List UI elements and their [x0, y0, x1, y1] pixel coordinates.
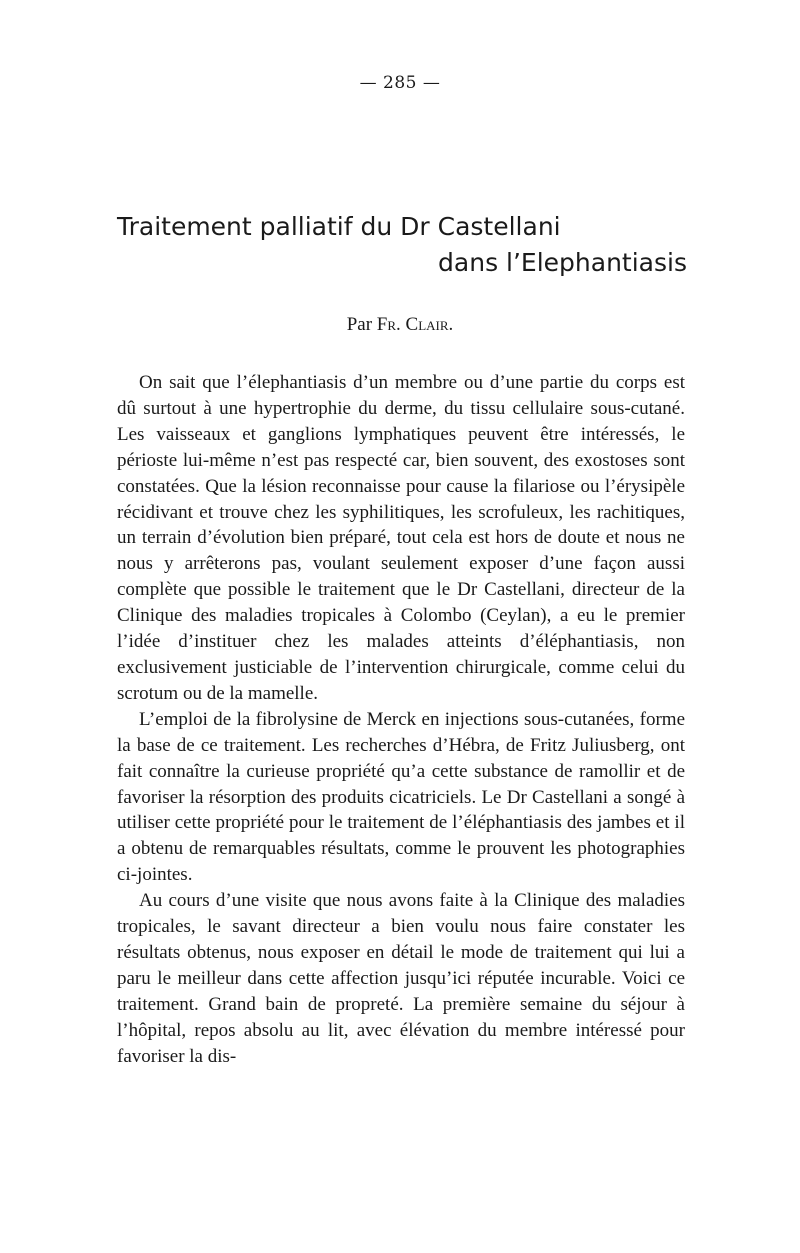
article-title-line-2: dans l’Elephantiasis [438, 248, 687, 277]
byline-prefix: Par [346, 314, 373, 335]
article-body [117, 370, 685, 1069]
byline [0, 314, 800, 336]
paragraph-1: On sait que l’élephantiasis d’un membre ou d’une partie du corps est dû surtout à une hypertrophie du derme, du tissu cellulaire sous-cutané. Les vaisseaux et ganglions lymphatiques peuvent être intéressés, le périoste lui-même n’est pas respecté car, bien souvent, des exostoses sont constatées. Que la lésion reconnaisse pour cause la filariose ou l’érysipèle récidivant et trouve chez les syphilitiques, les scrofuleux, les rachitiques, un terrain d’évolution bien préparé, tout cela est hors de doute et nous ne nous y arrêterons pas, voulant seulement exposer d’une façon aussi complète que possible le traitement que le Dr Castellani, directeur de la Clinique des maladies tropicales à Colombo (Ceylan), a eu le premier l’idée d’instituer chez les malades atteints d’éléphantiasis, non exclusivement justiciable de l’intervention chirurgicale, comme celui du scrotum ou de la mamelle. [117, 372, 685, 704]
paragraph-3: Au cours d’une visite que nous avons faite à la Clinique des maladies tropicales, le savant directeur a bien voulu nous faire constater les résultats obtenus, nous exposer en détail le mode de traitement qui lui a paru le meilleur dans cette affection jusqu’ici réputée incurable. Voici ce traitement. Grand bain de propreté. La première semaine du séjour à l’hôpital, repos absolu au lit, avec élévation du membre intéressé pour favoriser la dis- [117, 890, 685, 1067]
page-number: — 285 — [359, 73, 441, 93]
byline-author: Fr. Clair. [376, 314, 454, 335]
paragraph-2: L’emploi de la fibrolysine de Merck en injections sous-cutanées, forme la base de ce traitement. Les recherches d’Hébra, de Fritz Juliusberg, ont fait connaître la curieuse propriété qu’a cette substance de ramollir et de favoriser la résorption des produits cicatriciels. Le Dr Castellani a songé à utiliser cette propriété pour le traitement de l’éléphantiasis des jambes et il a obtenu de remarquables résultats, comme le prouvent les photographies ci-jointes. [117, 708, 685, 886]
article-title-line-1: Traitement palliatif du Dr Castellani [117, 212, 561, 241]
